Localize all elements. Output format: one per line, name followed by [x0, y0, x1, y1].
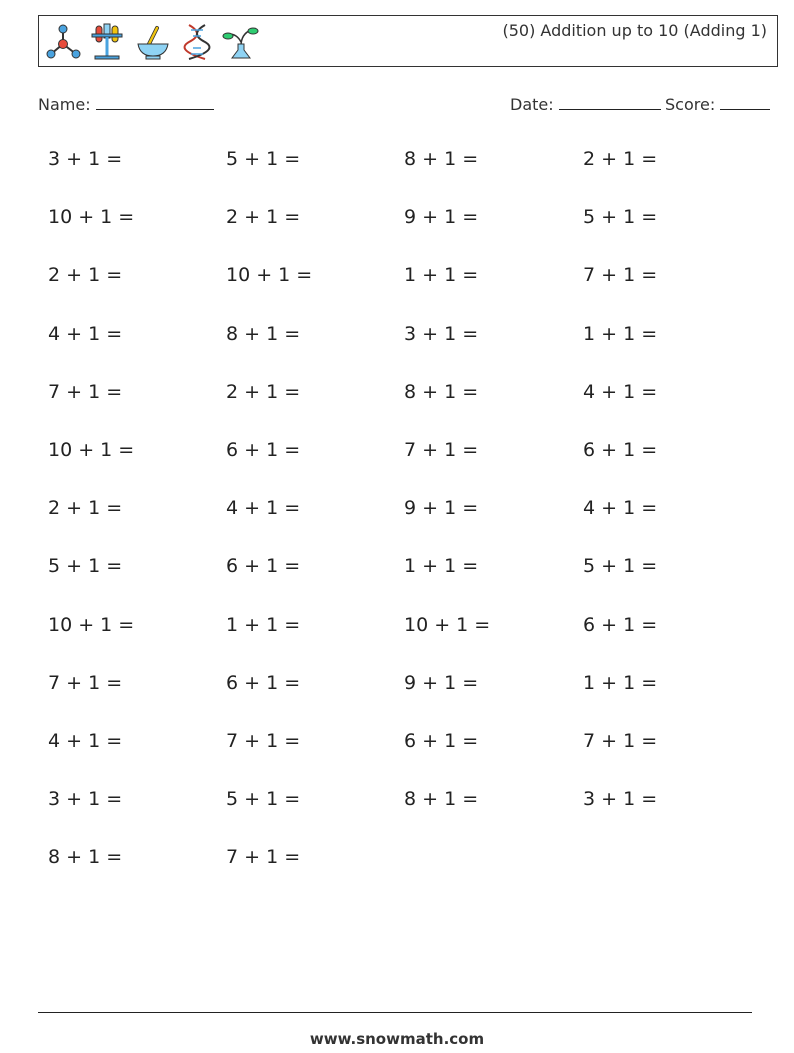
flask-plant-icon [221, 22, 261, 62]
problem-item: 9 + 1 = [404, 206, 479, 229]
problem-item: 3 + 1 = [404, 322, 479, 345]
problem-item: 5 + 1 = [583, 206, 658, 229]
problem-item: 4 + 1 = [48, 322, 123, 345]
score-line[interactable] [720, 93, 770, 110]
test-tube-rack-icon [87, 22, 127, 62]
problem-item: 8 + 1 = [404, 148, 479, 170]
problem-item: 6 + 1 = [226, 439, 301, 461]
problem-item: 2 + 1 = [583, 148, 658, 170]
footer-divider [38, 1012, 752, 1013]
problem-item: 7 + 1 = [583, 730, 658, 752]
problem-item: 1 + 1 = [404, 264, 479, 287]
date-label: Date: [510, 95, 554, 114]
problem-item: 1 + 1 = [404, 555, 479, 578]
problem-item: 4 + 1 = [226, 497, 301, 520]
problem-item: 10 + 1 = [48, 206, 135, 229]
problem-item: 7 + 1 = [48, 671, 123, 694]
problem-item: 7 + 1 = [583, 264, 658, 287]
problem-item: 3 + 1 = [48, 788, 123, 811]
problem-item: 5 + 1 = [583, 555, 658, 578]
date-field[interactable] [510, 93, 661, 114]
problem-item: 4 + 1 = [48, 730, 123, 752]
problem-item: 7 + 1 = [226, 730, 301, 752]
problem-item: 5 + 1 = [48, 555, 123, 578]
problem-item: 7 + 1 = [48, 380, 123, 403]
worksheet-title: (50) Addition up to 10 (Adding 1) [502, 21, 767, 40]
problem-item: 1 + 1 = [583, 671, 658, 694]
problem-item: 5 + 1 = [226, 148, 301, 170]
name-label: Name: [38, 95, 91, 114]
problem-item: 4 + 1 = [583, 380, 658, 403]
problem-item: 8 + 1 = [404, 788, 479, 811]
mortar-pestle-icon [133, 22, 173, 62]
problem-item: 6 + 1 = [583, 613, 658, 636]
problem-item: 1 + 1 = [226, 613, 301, 636]
problem-item: 2 + 1 = [226, 380, 301, 403]
problem-item: 10 + 1 = [48, 613, 135, 636]
dna-icon [177, 22, 217, 62]
date-line[interactable] [559, 93, 661, 110]
problem-item: 2 + 1 = [226, 206, 301, 229]
problem-item: 6 + 1 = [583, 439, 658, 461]
problem-item: 8 + 1 = [404, 380, 479, 403]
problem-item: 6 + 1 = [404, 730, 479, 752]
footer-url: www.snowmath.com [309, 1030, 485, 1048]
problem-item: 7 + 1 = [226, 846, 301, 869]
problem-item: 10 + 1 = [48, 439, 135, 461]
molecule-icon [43, 22, 83, 62]
problem-item: 7 + 1 = [404, 439, 479, 461]
problem-item: 10 + 1 = [404, 613, 491, 636]
worksheet-header [38, 15, 778, 67]
problem-item: 6 + 1 = [226, 555, 301, 578]
problem-item: 10 + 1 = [226, 264, 313, 287]
score-label: Score: [665, 95, 716, 114]
problem-item: 8 + 1 = [48, 846, 123, 869]
name-line[interactable] [96, 93, 214, 110]
problem-item: 2 + 1 = [48, 497, 123, 520]
score-field[interactable] [665, 93, 770, 114]
problem-item: 4 + 1 = [583, 497, 658, 520]
problem-item: 2 + 1 = [48, 264, 123, 287]
problem-item: 6 + 1 = [226, 671, 301, 694]
problem-item: 5 + 1 = [226, 788, 301, 811]
problem-item: 9 + 1 = [404, 671, 479, 694]
problem-item: 3 + 1 = [583, 788, 658, 811]
name-field[interactable] [38, 93, 214, 114]
problem-item: 9 + 1 = [404, 497, 479, 520]
problem-item: 1 + 1 = [583, 322, 658, 345]
problem-item: 8 + 1 = [226, 322, 301, 345]
problem-item: 3 + 1 = [48, 148, 123, 170]
